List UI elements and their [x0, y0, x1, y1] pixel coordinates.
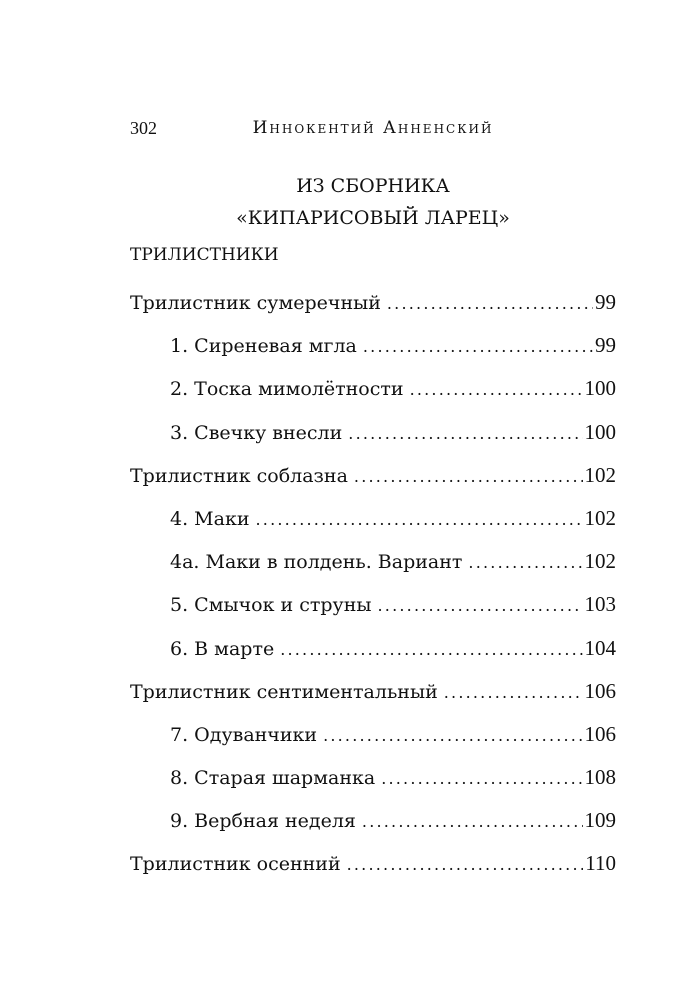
- dot-leader: [468, 546, 582, 580]
- toc-entry[interactable]: [130, 371, 616, 414]
- toc-entry-title: 9. Вербная неделя: [170, 810, 356, 833]
- dot-leader: [381, 762, 582, 796]
- toc-entry-title: Трилистник сумеречный: [130, 292, 381, 314]
- running-head: [130, 118, 616, 142]
- toc-entry[interactable]: [130, 631, 616, 674]
- toc-entry-title: 6. В марте: [170, 637, 275, 660]
- toc-entry-page: 103: [584, 592, 616, 617]
- dot-leader: [378, 589, 583, 623]
- toc-entry[interactable]: [130, 717, 616, 760]
- toc-entry[interactable]: [130, 760, 616, 803]
- toc-entry[interactable]: [130, 415, 616, 458]
- table-of-contents: [130, 285, 616, 890]
- dot-leader: [256, 503, 583, 537]
- dot-leader: [444, 676, 583, 710]
- toc-entry-title: Трилистник сентиментальный: [130, 680, 438, 703]
- dot-leader: [387, 287, 593, 321]
- toc-entry-title: 4. Маки: [170, 507, 250, 530]
- group-heading: ТРИЛИСТНИКИ: [130, 245, 279, 265]
- toc-entry-page: 99: [595, 290, 616, 314]
- toc-entry[interactable]: [130, 544, 616, 587]
- toc-entry-page: 102: [584, 462, 616, 487]
- dot-leader: [280, 633, 582, 667]
- dot-leader: [347, 848, 584, 882]
- toc-entry-page: 110: [585, 851, 616, 876]
- toc-entry-page: 100: [584, 419, 616, 444]
- toc-entry[interactable]: [130, 501, 616, 544]
- toc-entry-title: 2. Тоска мимолётности: [170, 378, 404, 401]
- toc-entry-page: 109: [584, 808, 616, 833]
- dot-leader: [410, 373, 583, 407]
- toc-entry-page: 99: [595, 333, 616, 358]
- section-title: [130, 170, 616, 234]
- dot-leader: [348, 417, 582, 451]
- toc-entry-title: 1. Сиреневая мгла: [170, 335, 357, 358]
- dot-leader: [362, 805, 583, 839]
- toc-entry[interactable]: [130, 674, 616, 717]
- toc-entry[interactable]: [130, 587, 616, 630]
- toc-entry-title: Трилистник соблазна: [130, 464, 348, 487]
- toc-entry[interactable]: [130, 328, 616, 371]
- toc-entry-title: 3. Свечку внесли: [170, 421, 343, 444]
- dot-leader: [323, 719, 582, 753]
- dot-leader: [363, 330, 593, 364]
- dot-leader: [354, 460, 583, 494]
- toc-entry-title: 8. Старая шарманка: [170, 767, 376, 790]
- page-number: 302: [130, 118, 157, 138]
- toc-entry-page: 104: [584, 635, 616, 660]
- toc-entry-page: 102: [584, 549, 616, 574]
- toc-entry-page: 100: [584, 376, 616, 401]
- toc-entry-title: 5. Смычок и струны: [170, 594, 372, 617]
- toc-entry[interactable]: [130, 285, 616, 328]
- toc-entry-page: 106: [584, 678, 616, 703]
- toc-entry-page: 102: [584, 505, 616, 530]
- section-title-line-2: «КИПАРИСОВЫЙ ЛАРЕЦ»: [236, 207, 510, 229]
- toc-entry[interactable]: [130, 803, 616, 846]
- section-title-line-1: ИЗ СБОРНИКА: [296, 175, 450, 197]
- toc-entry-page: 108: [584, 765, 616, 790]
- running-head-author: Иннокентий Анненский: [252, 118, 494, 138]
- toc-entry[interactable]: [130, 846, 616, 889]
- toc-entry[interactable]: [130, 458, 616, 501]
- toc-entry-title: 7. Одуванчики: [170, 723, 318, 746]
- toc-entry-title: 4а. Маки в полдень. Вариант: [170, 551, 463, 574]
- toc-entry-page: 106: [584, 721, 616, 746]
- toc-entry-title: Трилистник осенний: [130, 853, 341, 876]
